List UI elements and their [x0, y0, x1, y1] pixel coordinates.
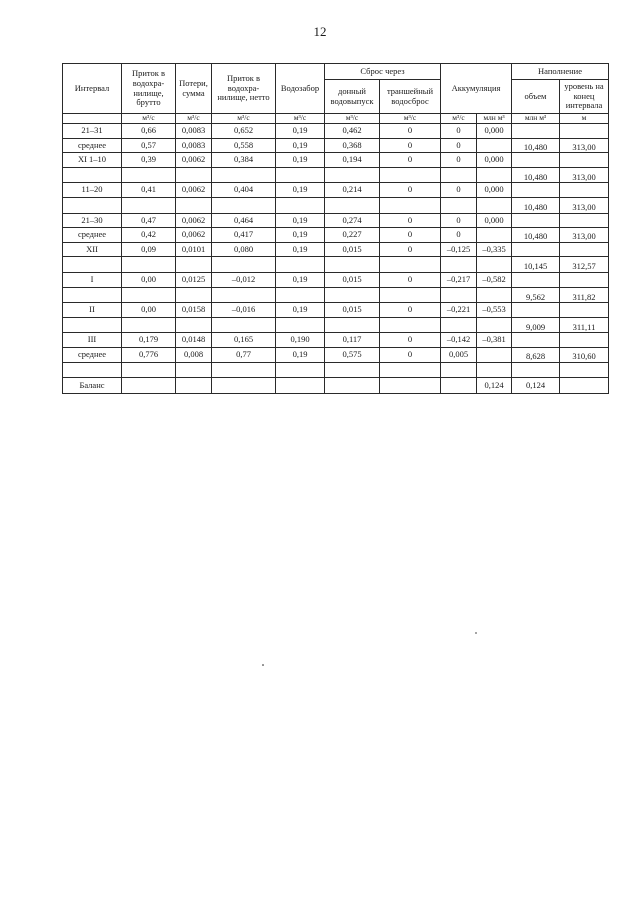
- table-cell: 0: [441, 124, 477, 139]
- table-cell: 0: [380, 347, 441, 362]
- table-row: [63, 197, 609, 213]
- unit-cell: млн м³: [477, 114, 512, 124]
- table-cell: –0,125: [441, 242, 477, 257]
- table-cell: 313,00: [560, 138, 609, 153]
- unit-cell: млн м³: [512, 114, 560, 124]
- table-cell: [276, 287, 325, 303]
- table-cell: 0,190: [276, 333, 325, 348]
- table-cell: [276, 362, 325, 378]
- table-cell: [512, 272, 560, 287]
- header-trench-spillway: траншейный водосброс: [380, 80, 441, 114]
- table-cell: 0,417: [212, 228, 276, 243]
- table-cell: среднее: [63, 138, 122, 153]
- table-cell: 310,60: [560, 347, 609, 362]
- table-cell: 0,015: [325, 303, 380, 318]
- unit-cell: м³/с: [176, 114, 212, 124]
- table-cell: 10,480: [512, 167, 560, 183]
- table-cell: [441, 362, 477, 378]
- table-cell: [212, 257, 276, 273]
- table-cell: [122, 197, 176, 213]
- table-cell: 311,82: [560, 287, 609, 303]
- unit-cell: м³/с: [441, 114, 477, 124]
- table-cell: 0,404: [212, 183, 276, 198]
- table-cell: [512, 183, 560, 198]
- table-cell: [380, 167, 441, 183]
- table-cell: 0,124: [512, 378, 560, 394]
- table-cell: –0,553: [477, 303, 512, 318]
- table-cell: 0,0125: [176, 272, 212, 287]
- table-cell: 0,117: [325, 333, 380, 348]
- table-cell: –0,335: [477, 242, 512, 257]
- table-cell: 0,179: [122, 333, 176, 348]
- table-cell: 0,0101: [176, 242, 212, 257]
- table-cell: [176, 167, 212, 183]
- table-body: [63, 114, 609, 394]
- table-cell: [176, 378, 212, 394]
- table-cell: 0,00: [122, 303, 176, 318]
- table-cell: [176, 197, 212, 213]
- unit-cell: м³/с: [380, 114, 441, 124]
- table-cell: 0,19: [276, 228, 325, 243]
- table-cell: –0,217: [441, 272, 477, 287]
- table-cell: [63, 317, 122, 333]
- table-cell: [477, 287, 512, 303]
- table-cell: [380, 378, 441, 394]
- table-cell: [512, 153, 560, 168]
- table-row: [63, 213, 609, 228]
- table-cell: [122, 362, 176, 378]
- table-cell: 0,0062: [176, 213, 212, 228]
- table-cell: 0: [441, 138, 477, 153]
- table-cell: 0: [380, 183, 441, 198]
- table-cell: 0: [441, 153, 477, 168]
- table-cell: 0: [380, 303, 441, 318]
- table-cell: 0,09: [122, 242, 176, 257]
- table-cell: 0: [380, 333, 441, 348]
- table-cell: 0,57: [122, 138, 176, 153]
- table-cell: 313,00: [560, 228, 609, 243]
- table-cell: Баланс: [63, 378, 122, 394]
- table-cell: [560, 378, 609, 394]
- table-cell: [276, 317, 325, 333]
- table-cell: 0,464: [212, 213, 276, 228]
- table-cell: 0,000: [477, 213, 512, 228]
- table-cell: 312,57: [560, 257, 609, 273]
- table-cell: 0,0062: [176, 183, 212, 198]
- table-row: [63, 228, 609, 243]
- table-cell: [477, 197, 512, 213]
- page-number: 12: [313, 24, 327, 39]
- table-cell: [380, 257, 441, 273]
- table-cell: 0,384: [212, 153, 276, 168]
- header-volume: объем: [512, 80, 560, 114]
- table-cell: 0,19: [276, 153, 325, 168]
- table-cell: [176, 287, 212, 303]
- table-cell: [122, 257, 176, 273]
- table-cell: I: [63, 272, 122, 287]
- table-cell: 0: [380, 228, 441, 243]
- table-cell: [560, 213, 609, 228]
- table-cell: 0: [380, 153, 441, 168]
- table-cell: 0: [380, 124, 441, 139]
- table-cell: 0,165: [212, 333, 276, 348]
- table-cell: [63, 197, 122, 213]
- table-cell: [122, 378, 176, 394]
- header-intake: Водозабор: [276, 64, 325, 114]
- table-cell: [176, 317, 212, 333]
- table-row: [63, 124, 609, 139]
- table-cell: 0,652: [212, 124, 276, 139]
- table-cell: 0,42: [122, 228, 176, 243]
- table-cell: 0,227: [325, 228, 380, 243]
- table-row: [63, 347, 609, 362]
- table-cell: –0,016: [212, 303, 276, 318]
- table-cell: [63, 287, 122, 303]
- table-cell: [512, 242, 560, 257]
- table-cell: 8,628: [512, 347, 560, 362]
- table-cell: 0,558: [212, 138, 276, 153]
- table-cell: 313,00: [560, 197, 609, 213]
- table-cell: [380, 287, 441, 303]
- table-cell: [380, 362, 441, 378]
- table-row: [63, 257, 609, 273]
- unit-cell: м: [560, 114, 609, 124]
- table-cell: [176, 362, 212, 378]
- table-cell: 0: [380, 138, 441, 153]
- units-row: [63, 114, 609, 124]
- table-cell: 0,368: [325, 138, 380, 153]
- table-cell: [212, 167, 276, 183]
- table-row: [63, 362, 609, 378]
- table-row: [63, 242, 609, 257]
- header-inflow-gross: Приток в водохра-нилище, брутто: [122, 64, 176, 114]
- water-balance-table: [62, 63, 609, 394]
- table-cell: [477, 347, 512, 362]
- table-cell: [512, 303, 560, 318]
- header-losses: Потери, сумма: [176, 64, 212, 114]
- table-cell: [380, 317, 441, 333]
- table-cell: 10,480: [512, 228, 560, 243]
- table-cell: 0,005: [441, 347, 477, 362]
- table-cell: 0: [441, 213, 477, 228]
- table-cell: 0,015: [325, 272, 380, 287]
- header-discharge-group: Сброс через: [325, 64, 441, 80]
- table-cell: [477, 228, 512, 243]
- table-row: [63, 167, 609, 183]
- table-cell: 0,47: [122, 213, 176, 228]
- table-cell: [560, 183, 609, 198]
- table-cell: [276, 197, 325, 213]
- table-cell: 0,19: [276, 272, 325, 287]
- table-cell: 0,194: [325, 153, 380, 168]
- table-cell: 0: [380, 242, 441, 257]
- table-cell: 0,274: [325, 213, 380, 228]
- table-cell: 0: [441, 183, 477, 198]
- table-cell: 0,0158: [176, 303, 212, 318]
- table-cell: 0,19: [276, 347, 325, 362]
- table-cell: среднее: [63, 347, 122, 362]
- table-cell: 0,77: [212, 347, 276, 362]
- table-cell: [477, 317, 512, 333]
- table-cell: 9,009: [512, 317, 560, 333]
- table-cell: 0,575: [325, 347, 380, 362]
- table-cell: 311,11: [560, 317, 609, 333]
- table-cell: [325, 257, 380, 273]
- table-cell: [325, 378, 380, 394]
- table-cell: [477, 138, 512, 153]
- table-cell: –0,381: [477, 333, 512, 348]
- table-cell: 0,66: [122, 124, 176, 139]
- table-cell: 0,39: [122, 153, 176, 168]
- table-cell: 0: [380, 213, 441, 228]
- table-cell: [122, 287, 176, 303]
- table-cell: [212, 378, 276, 394]
- table-cell: 10,145: [512, 257, 560, 273]
- table-cell: 0,0062: [176, 228, 212, 243]
- table-cell: 0,015: [325, 242, 380, 257]
- table-cell: –0,012: [212, 272, 276, 287]
- table-row: [63, 138, 609, 153]
- table-cell: [63, 167, 122, 183]
- table-cell: [477, 257, 512, 273]
- table-cell: [477, 167, 512, 183]
- table-cell: 0,080: [212, 242, 276, 257]
- table-row: [63, 317, 609, 333]
- table-cell: 9,562: [512, 287, 560, 303]
- table-cell: [441, 317, 477, 333]
- table-cell: 0,19: [276, 124, 325, 139]
- table-cell: [441, 197, 477, 213]
- table-row: [63, 333, 609, 348]
- table-cell: 0,0083: [176, 124, 212, 139]
- table-cell: 0,776: [122, 347, 176, 362]
- table-cell: –0,582: [477, 272, 512, 287]
- table-cell: [512, 124, 560, 139]
- table-cell: 0,19: [276, 138, 325, 153]
- header-inflow-net: Приток в водохра-нилище, нетто: [212, 64, 276, 114]
- table-cell: [512, 213, 560, 228]
- table-cell: 0,19: [276, 183, 325, 198]
- table-cell: 0,41: [122, 183, 176, 198]
- header-level: уровень на конец интервала: [560, 80, 609, 114]
- table-cell: [512, 362, 560, 378]
- table-cell: 21–30: [63, 213, 122, 228]
- table-cell: 11–20: [63, 183, 122, 198]
- table-cell: [441, 287, 477, 303]
- table-cell: [212, 197, 276, 213]
- table-cell: 0,0148: [176, 333, 212, 348]
- table-cell: [560, 153, 609, 168]
- table-cell: [560, 124, 609, 139]
- table-cell: 0,19: [276, 242, 325, 257]
- table-cell: 313,00: [560, 167, 609, 183]
- table-cell: 0,214: [325, 183, 380, 198]
- table-cell: [441, 167, 477, 183]
- table-cell: [325, 362, 380, 378]
- table-cell: 0,008: [176, 347, 212, 362]
- table-cell: 0,0062: [176, 153, 212, 168]
- table-cell: –0,142: [441, 333, 477, 348]
- table-cell: 10,480: [512, 197, 560, 213]
- table-cell: [477, 362, 512, 378]
- unit-cell: м³/с: [122, 114, 176, 124]
- unit-cell: м³/с: [325, 114, 380, 124]
- table-cell: [325, 197, 380, 213]
- table-row: [63, 287, 609, 303]
- table-cell: 0,000: [477, 183, 512, 198]
- table-row: [63, 183, 609, 198]
- table-cell: [212, 317, 276, 333]
- balance-row: [63, 378, 609, 394]
- table-cell: [176, 257, 212, 273]
- table-cell: [325, 317, 380, 333]
- table-cell: 0,124: [477, 378, 512, 394]
- header-interval: Интервал: [63, 64, 122, 114]
- table-cell: [212, 287, 276, 303]
- table-cell: [122, 317, 176, 333]
- table-cell: [63, 257, 122, 273]
- table-cell: 0,000: [477, 153, 512, 168]
- table-cell: 21–31: [63, 124, 122, 139]
- table-cell: [560, 242, 609, 257]
- table-cell: [276, 257, 325, 273]
- table-cell: [560, 362, 609, 378]
- table-cell: [512, 333, 560, 348]
- table-cell: 0,462: [325, 124, 380, 139]
- header-bottom-outlet: донный водовыпуск: [325, 80, 380, 114]
- table-cell: XII: [63, 242, 122, 257]
- table-cell: 0,19: [276, 303, 325, 318]
- table-cell: 0,0083: [176, 138, 212, 153]
- table-cell: [212, 362, 276, 378]
- header-filling-group: Наполнение: [512, 64, 609, 80]
- unit-cell: м³/с: [276, 114, 325, 124]
- scan-speck: [475, 632, 477, 634]
- table-cell: [122, 167, 176, 183]
- table-cell: 0: [380, 272, 441, 287]
- table-cell: [560, 272, 609, 287]
- table-cell: [325, 167, 380, 183]
- table-cell: 0: [441, 228, 477, 243]
- table-cell: 10,480: [512, 138, 560, 153]
- table-cell: [63, 362, 122, 378]
- table-cell: 0,19: [276, 213, 325, 228]
- table-cell: [276, 378, 325, 394]
- table-cell: III: [63, 333, 122, 348]
- header-accumulation: Аккумуляция: [441, 64, 512, 114]
- table-cell: [441, 257, 477, 273]
- table-row: [63, 272, 609, 287]
- table-cell: [276, 167, 325, 183]
- table-cell: –0,221: [441, 303, 477, 318]
- table-row: [63, 303, 609, 318]
- table-cell: 0,000: [477, 124, 512, 139]
- table-cell: [560, 333, 609, 348]
- units-cell-blank: [63, 114, 122, 124]
- scan-speck: [262, 664, 264, 666]
- table-cell: [380, 197, 441, 213]
- table-cell: II: [63, 303, 122, 318]
- table-cell: [325, 287, 380, 303]
- table-cell: [441, 378, 477, 394]
- table-cell: 0,00: [122, 272, 176, 287]
- table-row: [63, 153, 609, 168]
- table-cell: XI 1–10: [63, 153, 122, 168]
- unit-cell: м³/с: [212, 114, 276, 124]
- table-cell: [560, 303, 609, 318]
- table-cell: среднее: [63, 228, 122, 243]
